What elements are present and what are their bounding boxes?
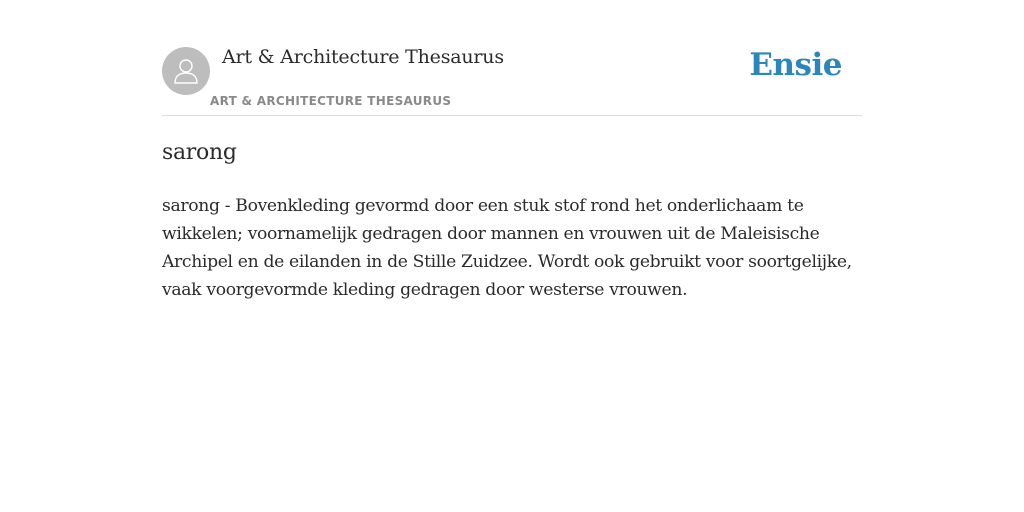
author-name[interactable]: Art & Architecture Thesaurus	[222, 46, 504, 68]
page-container	[162, 0, 862, 300]
user-icon	[171, 56, 201, 86]
author-avatar[interactable]	[162, 47, 210, 95]
entry-definition: sarong - Bovenkleding gevormd door een stuk stof rond het onderlichaam te wikkelen; voornamelijk gedragen door mannen en vrouwen uit de Maleisische Archipel en de eilanden in de Stille Zuidzee. Wordt ook gebruikt voor soortgelijke, vaak voorgevormde kleding gedragen door westerse vrouwen.	[162, 196, 852, 300]
source-label[interactable]: ART & ARCHITECTURE THESAURUS	[210, 94, 452, 108]
ensie-logo[interactable]: Ensie	[749, 47, 842, 83]
entry-header	[162, 0, 862, 116]
entry-title: sarong	[162, 140, 237, 165]
